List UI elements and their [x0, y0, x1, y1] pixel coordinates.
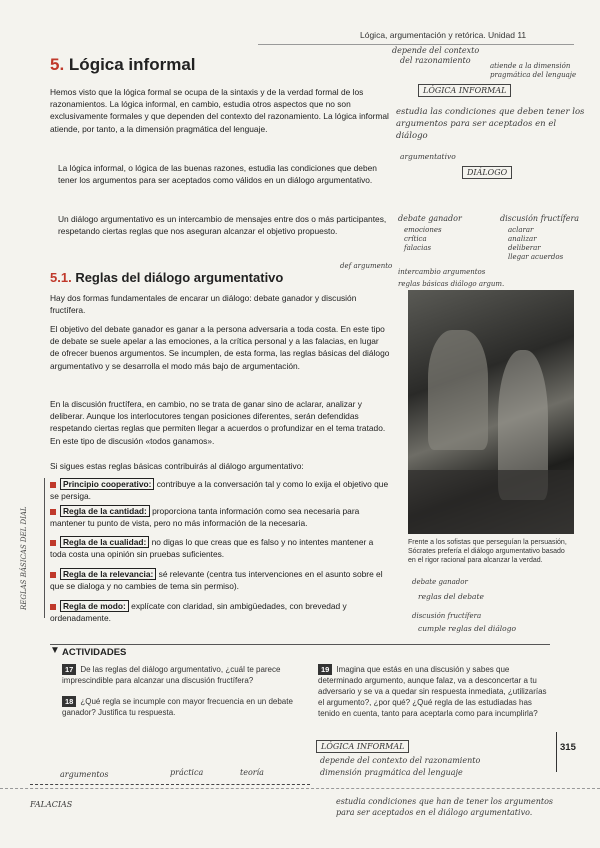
handwritten-list [404, 226, 442, 253]
activity-item [62, 664, 302, 686]
rule-name: Regla de la cantidad: [60, 505, 150, 517]
handwritten-note: reglas básicas diálogo argum. [398, 280, 505, 288]
rule-name: Regla de la cualidad: [60, 536, 149, 548]
rule-name: Regla de la relevancia: [60, 568, 156, 580]
activity-text: De las reglas del diálogo argumentativo, ¿cuál te parece imprescindible para alcanzar una discusión fructífera? [62, 665, 281, 685]
handwritten-note: debate ganador [412, 578, 468, 586]
handwritten-box: LÓGICA INFORMAL [316, 740, 409, 753]
activity-text: ¿Qué regla se incumple con mayor frecuencia en un debate ganador? Justifica tu respuesta. [62, 697, 293, 717]
rule-item [50, 478, 390, 502]
intro-paragraph: Hemos visto que la lógica formal se ocupa de la sintaxis y de la verdad formal de los razonamientos. La lógica informal, en cambio, estudia otros aspectos que no son exclusivamente formales y que dependen del contexto del razonamiento. La lógica informal atiende, por tanto, a la dimensión pragmática del lenguaje. [50, 87, 389, 134]
handwritten-note: práctica [170, 768, 204, 777]
handwritten-note: debate ganador [398, 214, 462, 223]
activities-title: ACTIVIDADES [62, 647, 127, 658]
handwritten-list-item: emociones [404, 226, 442, 234]
definition-logica-informal: La lógica informal, o lógica de las buenas razones, estudia las condiciones que deben tener los argumentos para ser aceptados como válidos en un diálogo argumentativo. [58, 163, 377, 186]
handwritten-note: cumple reglas del diálogo [418, 624, 517, 633]
photo-figure [428, 330, 488, 450]
definition-dialogo: Un diálogo argumentativo es un intercambio de mensajes entre dos o más participantes, respetando ciertas reglas que nos aseguran alcanzar el objetivo propuesto. [58, 214, 387, 237]
handwritten-note: dimensión pragmática del lenguaje [320, 768, 463, 777]
rule-name: Regla de modo: [60, 600, 129, 612]
footer-rule [0, 788, 600, 790]
bullet-square-icon [50, 604, 56, 610]
bullet-square-icon [50, 482, 56, 488]
rule-text: sé relevante (centra tus intervenciones en el asunto sobre el que se dialoga y no cambies de tema sin permiso). [50, 569, 383, 592]
handwritten-list-item: falacias [404, 244, 432, 252]
rule-item [50, 505, 390, 529]
handwritten-list-item: deliberar [508, 244, 541, 252]
rule-text: explícate con claridad, sin ambigüedades, con brevedad y ordenadamente. [50, 601, 347, 624]
handwritten-note: estudia las condiciones que deben tener los argumentos para ser aceptados en el diálogo [396, 107, 585, 141]
section-number: 5. [50, 55, 65, 74]
rule-text: proporciona tanta información como sea necesaria para mantener tu punto de vista, pero no más información de la necesaria. [50, 506, 360, 529]
paragraph-debate-ganador: El objetivo del debate ganador es ganar a la persona adversaria a toda costa. En este tipo de debate se suele apelar a las emociones, a la crítica personal y a las falacias, en lugar de ofrecer buenos argumentos. Se incumplen, de esta forma, las reglas básicas del diálogo argumentativo y se desarrolla el modo más bajo de argumentación. [50, 324, 390, 371]
handwritten-list-item: llegar acuerdos [508, 253, 564, 261]
paragraph-discusion-fructifera: En la discusión fructífera, en cambio, no se trata de ganar sino de aclarar, analizar y deliberar. Aunque los interlocutores tengan posiciones diferentes, serán defendidas respetando ciertas reglas que permiten llegar a acuerdos o profundizar en el tema tratado. En este tipo de discusión «todos ganamos». [50, 399, 386, 446]
handwritten-note: depende del contexto del razonamiento [320, 756, 481, 765]
rule-item [50, 600, 390, 624]
rule-item [50, 568, 390, 592]
handwritten-note: argumentativo [400, 152, 456, 161]
photo-shadow [408, 470, 574, 534]
handwritten-note: intercambio argumentos [398, 268, 486, 276]
paragraph-reglas-intro: Si sigues estas reglas básicas contribuirás al diálogo argumentativo: [50, 461, 304, 471]
handwritten-note: argumentos [60, 770, 109, 779]
running-header: Lógica, argumentación y retórica. Unidad 11 [360, 30, 527, 40]
handwritten-list [508, 226, 563, 262]
rule-text: no digas lo que creas que es falso y no intentes mantener a toda costa una opinión sin pruebas suficientes. [50, 537, 374, 560]
activity-item [318, 664, 554, 719]
handwritten-note: discusión fructífera [412, 612, 482, 620]
activity-number: 19 [318, 664, 332, 675]
activity-number: 17 [62, 664, 76, 675]
handwritten-note: atiende a la dimensión pragmática del lenguaje [490, 62, 577, 79]
page-number-rule [556, 732, 557, 772]
bullet-square-icon [50, 540, 56, 546]
margin-bracket [44, 478, 45, 618]
section-title [50, 55, 196, 75]
subsection-number: 5.1. [50, 270, 72, 285]
handwritten-note: FALACIAS [30, 800, 73, 809]
activity-number: 18 [62, 696, 76, 707]
paragraph-formas-dialogo: Hay dos formas fundamentales de encarar un diálogo: debate ganador y discusión fructífera. [50, 293, 357, 316]
photo-caption: Frente a los sofistas que perseguían la persuasión, Sócrates prefería el diálogo argumentativo basado en el rigor racional para alcanzar la verdad. [408, 539, 567, 564]
activity-item [62, 696, 302, 718]
bullet-square-icon [50, 509, 56, 515]
dashed-divider [30, 784, 310, 785]
handwritten-box: LÓGICA INFORMAL [418, 84, 511, 97]
handwritten-note: estudia condiciones que han de tener los argumentos para ser aceptados en el diálogo argumentativo. [336, 797, 553, 817]
rule-item [50, 536, 390, 560]
handwritten-note: depende del contexto [392, 46, 480, 55]
handwritten-list-item: analizar [508, 235, 537, 243]
page-number: 315 [560, 742, 576, 753]
handwritten-list-item: crítica [404, 235, 427, 243]
subsection-title-text: Reglas del diálogo argumentativo [75, 270, 284, 285]
socrates-photo [408, 290, 574, 534]
handwritten-note: def argumento [340, 262, 393, 270]
subsection-title [50, 270, 283, 285]
section-title-text: Lógica informal [68, 55, 196, 74]
handwritten-box: DIÁLOGO [462, 166, 512, 179]
handwritten-note: del razonamiento [400, 56, 471, 65]
bullet-square-icon [50, 572, 56, 578]
handwritten-note: discusión fructífera [500, 214, 580, 223]
activity-text: Imagina que estás en una discusión y sabes que determinado argumento, aunque falaz, va a desconcertar a tu adversario y se va a quedar sin respuesta inmediata, ¿utilizarías el argumento?, ¿por qué? ¿Qué regla de las estudiadas has tenido en cuenta, tanto para aceptarla como para incumplirla? [318, 665, 547, 718]
rule-name: Principio cooperativo: [60, 478, 154, 490]
handwritten-list-item: aclarar [508, 226, 534, 234]
header-rule [258, 44, 574, 45]
rule-text: contribuye a la conversación tal y como lo exija el objetivo que se persiga. [50, 479, 389, 502]
handwritten-note: teoría [240, 768, 264, 777]
activities-pin-icon: ▼ [50, 645, 60, 656]
handwritten-vertical-note: REGLAS BÁSICAS DEL DIAL [20, 506, 28, 610]
handwritten-note: reglas del debate [418, 592, 484, 601]
